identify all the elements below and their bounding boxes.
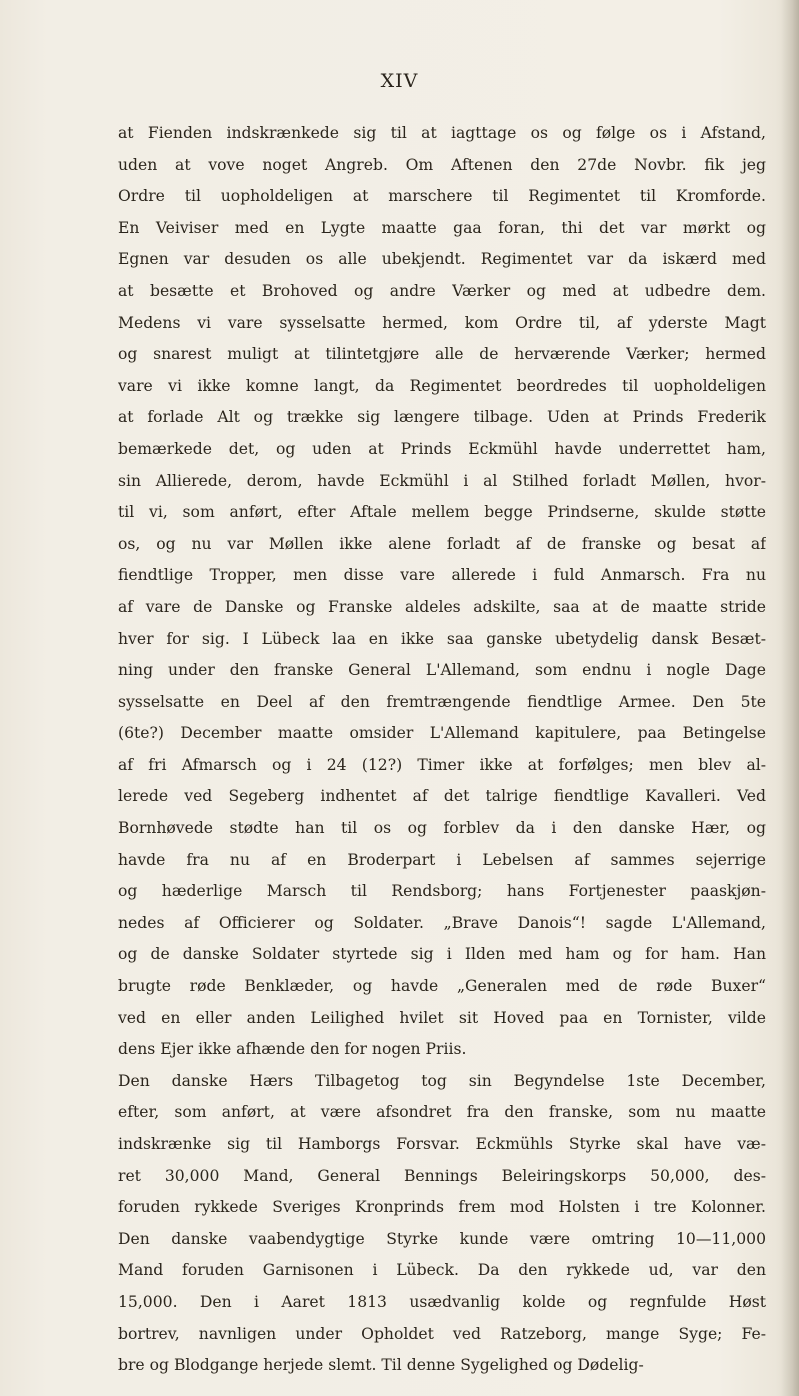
text-line: os, og nu var Møllen ikke alene forladt af de franske og besat af — [118, 534, 766, 553]
text-line: En Veiviser med en Lygte maatte gaa foran, thi det var mørkt og — [118, 218, 766, 237]
text-line: (6te?) December maatte omsider L'Allemand kapitulere, paa Betingelse — [118, 724, 766, 743]
text-line: 15,000. Den i Aaret 1813 usædvanlig kolde og regnfulde Høst — [118, 1292, 766, 1311]
text-line: og snarest muligt at tilintetgjøre alle de herværende Værker; hermed — [118, 345, 766, 364]
text-line: at forlade Alt og trække sig længere tilbage. Uden at Prinds Frederik — [118, 408, 766, 427]
text-line: bemærkede det, og uden at Prinds Eckmühl havde underrettet ham, — [118, 439, 766, 458]
text-line: og de danske Soldater styrtede sig i Ilden med ham og for ham. Han — [118, 945, 766, 964]
text-line: Ordre til uopholdeligen at marschere til Regimentet til Kromforde. — [118, 187, 766, 206]
text-line: Den danske vaabendygtige Styrke kunde være omtring 10—11,000 — [118, 1229, 766, 1248]
text-line: indskrænke sig til Hamborgs Forsvar. Eckmühls Styrke skal have væ- — [118, 1135, 766, 1153]
body-text — [118, 118, 766, 1382]
text-line: lerede ved Segeberg indhentet af det talrige fiendtlige Kavalleri. Ved — [118, 787, 766, 806]
text-line: sysselsatte en Deel af den fremtrængende fiendtlige Armee. Den 5te — [118, 692, 766, 711]
text-line: Mand foruden Garnisonen i Lübeck. Da den rykkede ud, var den — [118, 1261, 766, 1280]
text-line: at besætte et Brohoved og andre Værker og med at udbedre dem. — [118, 281, 766, 300]
page-number: XIV — [380, 70, 419, 92]
text-line: til vi, som anført, efter Aftale mellem begge Prindserne, skulde støtte — [118, 503, 766, 522]
text-line: foruden rykkede Sveriges Kronprinds frem mod Holsten i tre Kolonner. — [118, 1198, 766, 1217]
text-line: uden at vove noget Angreb. Om Aftenen den 27de Novbr. fik jeg — [118, 155, 766, 174]
text-line: ning under den franske General L'Allemand, som endnu i nogle Dage — [118, 661, 766, 680]
text-line: Den danske Hærs Tilbagetog tog sin Begyndelse 1ste December, — [118, 1071, 766, 1090]
text-line: bortrev, navnligen under Opholdet ved Ratzeborg, mange Syge; Fe- — [118, 1324, 766, 1343]
text-line: brugte røde Benklæder, og havde „Generalen med de røde Buxer“ — [118, 977, 766, 996]
text-line: ved en eller anden Leilighed hvilet sit Hoved paa en Tornister, vilde — [118, 1008, 766, 1027]
text-line: dens Ejer ikke afhænde den for nogen Priis. — [118, 1040, 467, 1059]
text-line: af fri Afmarsch og i 24 (12?) Timer ikke at forfølges; men blev al- — [118, 755, 766, 774]
page-edge-shadow — [781, 0, 799, 1396]
text-line: bre og Blodgange herjede slemt. Til denne Sygelighed og Dødelig- — [118, 1356, 644, 1375]
text-line: Egnen var desuden os alle ubekjendt. Regimentet var da iskærd med — [118, 250, 766, 269]
text-line: ret 30,000 Mand, General Bennings Beleiringskorps 50,000, des- — [118, 1166, 766, 1185]
text-line: sin Allierede, derom, havde Eckmühl i al Stilhed forladt Møllen, hvor- — [118, 471, 766, 490]
text-line: havde fra nu af en Broderpart i Lebelsen af sammes sejerrige — [118, 850, 766, 869]
text-line: og hæderlige Marsch til Rendsborg; hans Fortjenester paaskjøn- — [118, 882, 766, 901]
text-line: Bornhøvede stødte han til os og forblev da i den danske Hær, og — [118, 819, 766, 838]
text-line: hver for sig. I Lübeck laa en ikke saa ganske ubetydelig dansk Besæt- — [118, 629, 766, 648]
text-line: efter, som anført, at være afsondret fra den franske, som nu maatte — [118, 1103, 766, 1122]
text-line: fiendtlige Tropper, men disse vare allerede i fuld Anmarsch. Fra nu — [118, 566, 766, 585]
text-line: nedes af Officierer og Soldater. „Brave Danois“! sagde L'Allemand, — [118, 913, 766, 932]
text-line: at Fienden indskrænkede sig til at iagttage os og følge os i Afstand, — [118, 124, 766, 142]
text-line: vare vi ikke komne langt, da Regimentet beordredes til uopholdeligen — [118, 376, 766, 395]
text-line: Medens vi vare sysselsatte hermed, kom Ordre til, af yderste Magt — [118, 313, 766, 332]
text-line: af vare de Danske og Franske aldeles adskilte, saa at de maatte stride — [118, 597, 766, 616]
